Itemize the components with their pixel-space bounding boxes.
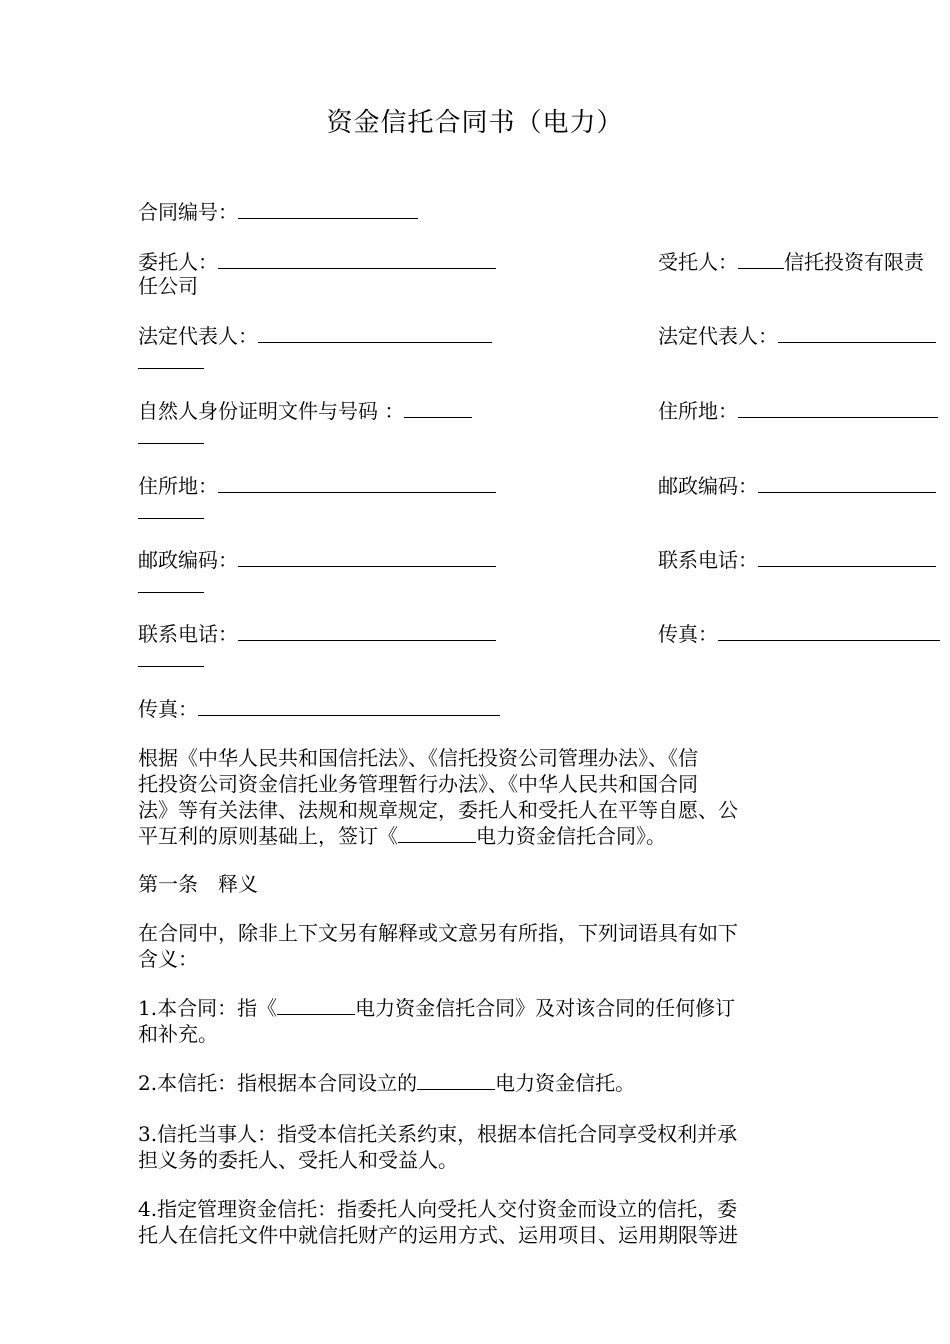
trustee-phone-blank-continued[interactable]	[138, 574, 204, 593]
item-1-prefix: 1.本合同：指《	[138, 996, 278, 1020]
item-2-prefix: 2.本信托：指根据本合同设立的	[138, 1071, 418, 1095]
preamble-paragraph	[138, 745, 818, 849]
settlor-legal-rep-blank[interactable]	[258, 324, 492, 343]
preamble-line: 平互利的原则基础上，签订《	[138, 824, 398, 848]
settlor-legal-rep-label: 法定代表人：	[138, 324, 258, 348]
id-doc-blank[interactable]	[404, 399, 472, 418]
preamble-line: 托投资公司资金信托业务管理暂行办法》、《中华人民共和国合同	[138, 772, 698, 796]
trustee-address-blank-continued[interactable]	[138, 425, 204, 444]
item-2-blank[interactable]	[417, 1071, 495, 1090]
settlor-phone-blank[interactable]	[238, 622, 496, 641]
trustee-postcode-field	[658, 474, 936, 498]
definition-item-2	[138, 1070, 818, 1096]
item-4-line1: 4.指定管理资金信托：指委托人向受托人交付资金而设立的信托，委	[138, 1197, 738, 1221]
trustee-legal-rep-blank[interactable]	[778, 324, 936, 343]
settlor-blank[interactable]	[218, 250, 496, 269]
trustee-name-continued	[138, 274, 818, 298]
article-1-intro	[138, 920, 818, 972]
address-postcode-row	[138, 474, 818, 498]
definition-item-1-line1	[138, 995, 818, 1021]
item-1-blank[interactable]	[277, 996, 355, 1015]
settlor-fax-blank[interactable]	[198, 697, 500, 716]
trustee-legal-rep-field	[658, 324, 936, 348]
trustee-legal-rep-label: 法定代表人：	[658, 324, 778, 348]
trustee-fax-field	[658, 622, 940, 646]
settlor-trustee-row	[138, 250, 924, 274]
settlor-fax-label: 传真：	[138, 697, 198, 721]
trustee-phone-label: 联系电话：	[658, 548, 758, 572]
phone-fax-row-continued	[138, 648, 818, 667]
item-3-line2: 担义务的委托人、受托人和受益人。	[138, 1148, 458, 1172]
address-postcode-row-continued	[138, 500, 818, 519]
definition-item-3	[138, 1121, 818, 1173]
article-1-heading: 第一条 释义	[138, 872, 258, 896]
contract-number-blank[interactable]	[238, 200, 418, 219]
contract-number-row	[138, 200, 818, 224]
trustee-phone-field	[658, 548, 936, 572]
settlor-postcode-label: 邮政编码：	[138, 548, 238, 572]
article-1-intro-line: 在合同中，除非上下文另有解释或文意另有所指，下列词语具有如下	[138, 921, 738, 945]
definition-item-1	[138, 995, 818, 1047]
postcode-phone-row-continued	[138, 574, 818, 593]
document-title: 资金信托合同书（电力）	[326, 108, 624, 138]
phone-fax-row	[138, 622, 818, 646]
preamble-line: 根据《中华人民共和国信托法》、《信托投资公司管理办法》、《信	[138, 746, 698, 770]
trustee-postcode-label: 邮政编码：	[658, 474, 758, 498]
item-3-line1: 3.信托当事人：指受本信托关系约束，根据本信托合同享受权利并承	[138, 1122, 738, 1146]
item-4-line2: 托人在信托文件中就信托财产的运用方式、运用项目、运用期限等进	[138, 1223, 738, 1247]
id-address-row	[138, 399, 818, 423]
trustee-legal-rep-blank-continued[interactable]	[138, 350, 204, 369]
settlor-address-blank[interactable]	[218, 474, 496, 493]
preamble-last-line	[138, 823, 818, 849]
settlor-phone-label: 联系电话：	[138, 622, 238, 646]
settlor-address-label: 住所地：	[138, 474, 218, 498]
trustee-fax-label: 传真：	[658, 622, 718, 646]
preamble-tail: 电力资金信托合同》。	[476, 824, 666, 848]
trustee-field	[658, 250, 924, 274]
settlor-postcode-blank[interactable]	[238, 548, 496, 567]
trustee-phone-blank[interactable]	[758, 548, 936, 567]
contract-number-label: 合同编号：	[138, 200, 238, 224]
settlor-fax-row	[138, 697, 818, 721]
trustee-name-line2: 任公司	[138, 274, 198, 298]
preamble-blank[interactable]	[398, 824, 476, 843]
legal-rep-row-continued	[138, 350, 818, 369]
settlor-label: 委托人：	[138, 250, 218, 274]
trustee-fax-blank[interactable]	[718, 622, 940, 641]
definition-item-4	[138, 1196, 818, 1248]
id-address-row-continued	[138, 425, 818, 444]
postcode-phone-row	[138, 548, 818, 572]
trustee-blank[interactable]	[738, 250, 784, 269]
trustee-address-blank[interactable]	[738, 399, 938, 418]
trustee-postcode-blank[interactable]	[758, 474, 936, 493]
legal-rep-row	[138, 324, 818, 348]
trustee-fax-blank-continued[interactable]	[138, 648, 204, 667]
trustee-address-label: 住所地：	[658, 399, 738, 423]
item-1-tail: 电力资金信托合同》及对该合同的任何修订	[355, 996, 736, 1020]
trustee-name-line1: 信托投资有限责	[784, 250, 924, 274]
id-doc-label: 自然人身份证明文件与号码 ：	[138, 399, 405, 423]
trustee-label: 受托人：	[658, 250, 738, 274]
trustee-postcode-blank-continued[interactable]	[138, 500, 204, 519]
trustee-address-field	[658, 399, 938, 423]
preamble-line: 法》等有关法律、法规和规章规定，委托人和受托人在平等自愿、公	[138, 798, 738, 822]
article-1-intro-line: 含义：	[138, 947, 198, 971]
item-2-tail: 电力资金信托。	[495, 1071, 636, 1095]
definition-item-2-line	[138, 1070, 818, 1096]
item-1-line2: 和补充。	[138, 1022, 218, 1046]
